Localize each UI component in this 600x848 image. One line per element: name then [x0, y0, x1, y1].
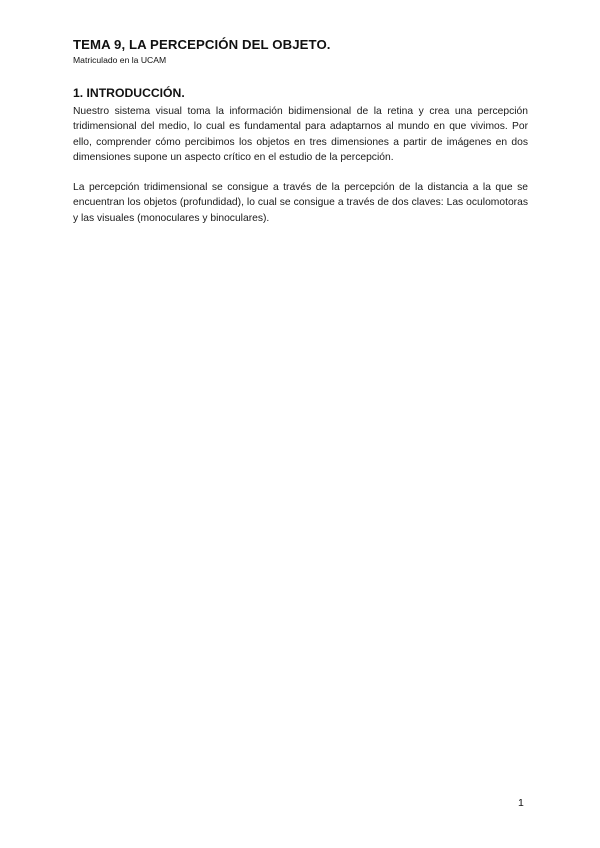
document-title: TEMA 9, LA PERCEPCIÓN DEL OBJETO. — [73, 37, 331, 52]
paragraph-1: Nuestro sistema visual toma la información bidimensional de la retina y crea una percepción tridimensional del medio, lo cual es fundamental para adaptarnos al mundo en que vivimos. Por ello, comprender cómo percibimos los objetos en tres dimensiones a partir de imágenes en dos dimensiones supone un aspecto crítico en el estudio de la percepción. — [73, 106, 528, 164]
paragraph-2: La percepción tridimensional se consigue a través de la percepción de la distancia a la que se encuentran los objetos (profundidad), lo cual se consigue a través de dos claves: Las oculomotoras y las visuales (monoculares y binoculares). — [73, 182, 528, 224]
section-heading-introduccion: 1. INTRODUCCIÓN. — [73, 86, 185, 100]
page-number: 1 — [518, 797, 524, 809]
document-subtitle: Matriculado en la UCAM — [73, 55, 167, 65]
